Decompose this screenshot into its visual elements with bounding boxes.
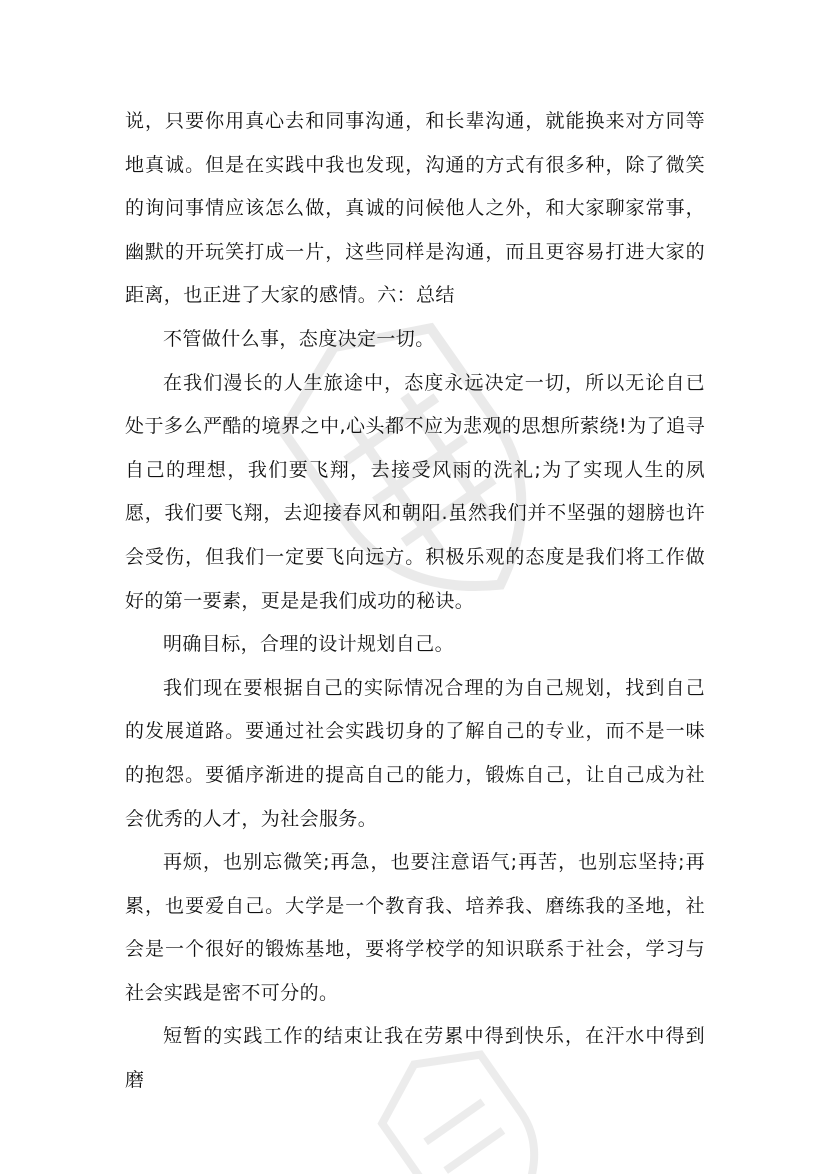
paragraph-1: 说，只要你用真心去和同事沟通，和长辈沟通，就能换来对方同等地真诚。但是在实践中我也发现，沟通的方式有很多种，除了微笑的询问事情应该怎么做，真诚的问候他人之外，和大家聊家常事，幽默的开玩笑打成一片，这些同样是沟通，而且更容易打进大家的距离，也正进了大家的感情。六：总结 (125, 110, 705, 307)
paragraph-4: 明确目标，合理的设计规划自己。 (163, 633, 455, 656)
paragraph-7: 短暂的实践工作的结束让我在劳累中得到快乐，在汗水中得到磨 (125, 1025, 705, 1092)
paragraph-6: 再烦，也别忘微笑;再急，也要注意语气;再苦，也别忘坚持;再累，也要爱自己。大学是一个教育我、培养我、磨练我的圣地，社会是一个很好的锻炼基地，要将学校学的知识联系于社会，学习与社会实践是密不可分的。 (125, 851, 705, 1004)
body-text (125, 100, 705, 1103)
paragraph-2: 不管做什么事，态度决定一切。 (163, 327, 435, 350)
paragraph-3: 在我们漫长的人生旅途中，态度永远决定一切，所以无论自已处于多么严酷的境界之中,心头都不应为悲观的思想所萦绕!为了追寻自己的理想，我们要飞翔，去接受风雨的洗礼;为了实现人生的夙愿，我们要飞翔，去迎接春风和朝阳.虽然我们并不坚强的翅膀也许会受伤，但我们一定要飞向远方。积极乐观的态度是我们将工作做好的第一要素，更是是我们成功的秘诀。 (125, 371, 705, 612)
paragraph-5: 我们现在要根据自己的实际情况合理的为自己规划，找到自己的发展道路。要通过社会实践切身的了解自己的专业，而不是一味的抱怨。要循序渐进的提高自己的能力，锻炼自己，让自己成为社会优秀的人才，为社会服务。 (125, 676, 705, 830)
